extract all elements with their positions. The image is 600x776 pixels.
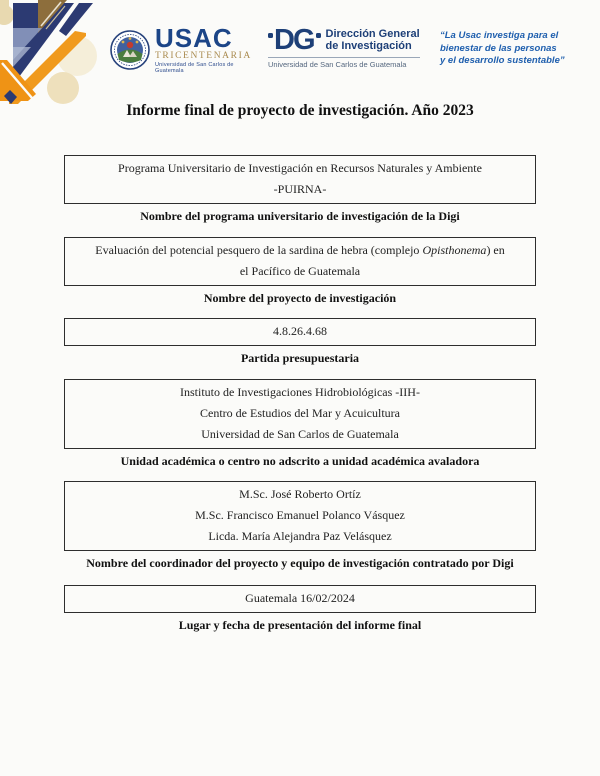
team-line-3: Licda. María Alejandra Paz Velásquez bbox=[208, 529, 392, 543]
date-line-1: Guatemala 16/02/2024 bbox=[245, 591, 355, 605]
quote-line-1: “La Usac investiga para el bbox=[440, 30, 559, 41]
unit-box bbox=[64, 379, 536, 449]
unit-line-2: Centro de Estudios del Mar y Acuicultura bbox=[200, 406, 400, 420]
section-unit bbox=[0, 379, 600, 469]
corner-decoration bbox=[0, 0, 98, 104]
page-title: Informe final de proyecto de investigación. Año 2023 bbox=[126, 102, 474, 119]
project-label: Nombre del proyecto de investigación bbox=[203, 291, 397, 305]
date-label: Lugar y fecha de presentación del informe final bbox=[178, 618, 422, 632]
unit-line-3: Universidad de San Carlos de Guatemala bbox=[201, 427, 399, 441]
digi-name-line2: de Investigación bbox=[325, 40, 412, 52]
digi-subtitle: Universidad de San Carlos de Guatemala bbox=[268, 57, 420, 69]
project-line-1 bbox=[75, 240, 525, 261]
project-line-1-pre: Evaluación del potencial pesquero de la sardina de hebra (complejo bbox=[95, 243, 420, 257]
section-team bbox=[0, 481, 600, 571]
usac-subtitle: TRICENTENARIA bbox=[155, 51, 252, 61]
program-box bbox=[64, 155, 536, 204]
digi-logo bbox=[268, 26, 420, 69]
digi-dot-left-icon bbox=[268, 33, 273, 38]
program-line-2: -PUIRNA- bbox=[273, 182, 327, 196]
date-box bbox=[64, 585, 536, 613]
project-box bbox=[64, 237, 536, 286]
motto-quote bbox=[440, 26, 588, 68]
quote-line-2: bienestar de las personas bbox=[440, 42, 557, 54]
team-label: Nombre del coordinador del proyecto y equipo de investigación contratado por Digi bbox=[86, 556, 514, 570]
program-label: Nombre del programa universitario de investigación de la Digi bbox=[140, 209, 460, 223]
quote-line-3: y el desarrollo sustentable” bbox=[440, 55, 565, 66]
section-program bbox=[0, 155, 600, 224]
usac-acronym: USAC bbox=[155, 23, 233, 53]
usac-wordmark bbox=[155, 23, 252, 74]
digi-logo-top bbox=[268, 26, 420, 54]
project-species-italic: Opisthonema bbox=[422, 243, 487, 257]
digi-monogram: DG bbox=[274, 24, 314, 56]
unit-line-1: Instituto de Investigaciones Hidrobiológicas -IIH- bbox=[180, 385, 420, 399]
team-box bbox=[64, 481, 536, 551]
section-project bbox=[0, 237, 600, 306]
team-line-2: M.Sc. Francisco Emanuel Polanco Vásquez bbox=[195, 508, 405, 522]
unit-label: Unidad académica o centro no adscrito a unidad académica avaladora bbox=[120, 454, 480, 468]
usac-tagline: Universidad de San Carlos de Guatemala bbox=[155, 62, 234, 74]
program-line-1: Programa Universitario de Investigación en Recursos Naturales y Ambiente bbox=[118, 161, 482, 175]
team-line-1: M.Sc. José Roberto Ortíz bbox=[239, 487, 361, 501]
header bbox=[110, 23, 588, 74]
budget-line-1: 4.8.26.4.68 bbox=[273, 324, 327, 338]
budget-box bbox=[64, 318, 536, 346]
digi-dot-right-icon bbox=[316, 33, 321, 38]
digi-name-line1: Dirección General bbox=[325, 27, 420, 40]
usac-logo bbox=[110, 23, 252, 74]
section-budget bbox=[0, 318, 600, 366]
section-date bbox=[0, 585, 600, 633]
project-line-1-post: ) en bbox=[486, 243, 505, 257]
budget-label: Partida presupuestaria bbox=[240, 351, 360, 365]
usac-emblem-icon bbox=[110, 30, 150, 70]
digi-name bbox=[326, 28, 420, 53]
project-line-2: el Pacífico de Guatemala bbox=[239, 264, 361, 278]
